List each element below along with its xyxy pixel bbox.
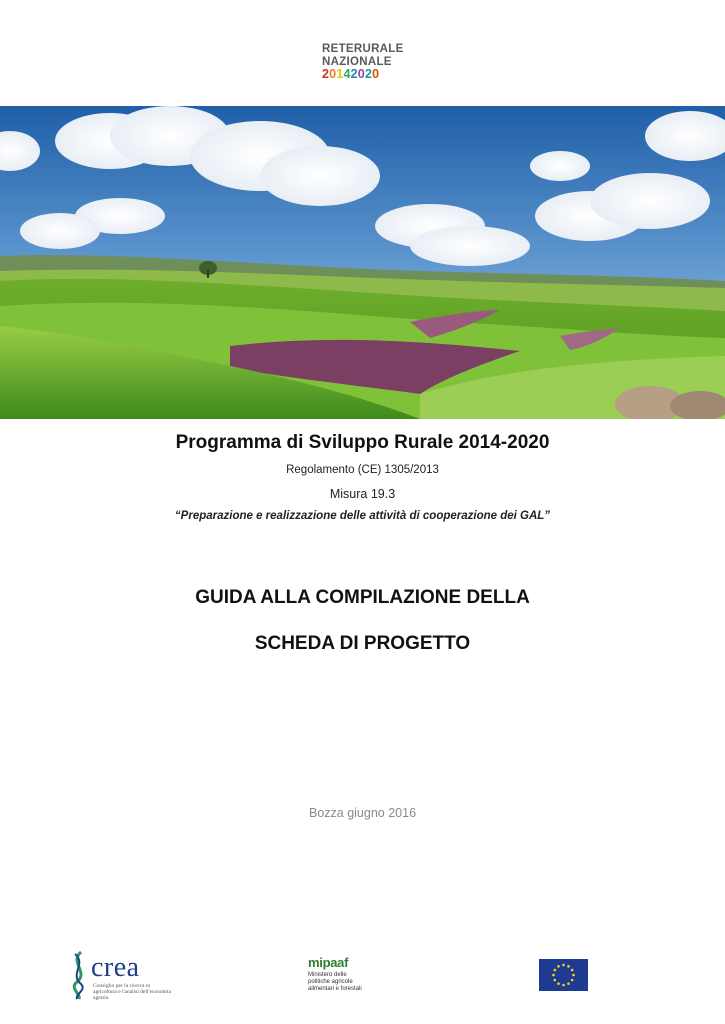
regulation-text: Regolamento (CE) 1305/2013 — [286, 464, 439, 476]
crea-subtitle: Consiglio per la ricerca in agricoltura e l'analisi dell'economia agraria — [93, 983, 171, 1001]
eu-star — [557, 982, 560, 985]
logo-line-rete-rurale: RETERURALE — [322, 43, 404, 55]
eu-star — [552, 974, 555, 977]
rete-rurale-logo — [322, 43, 412, 87]
eu-flag-svg — [539, 959, 588, 991]
crea-logo — [67, 950, 171, 1001]
crea-name: crea — [91, 952, 140, 983]
eu-star — [567, 982, 570, 985]
eu-flag-icon — [539, 959, 588, 991]
eu-star — [567, 965, 570, 968]
eu-star — [562, 964, 565, 967]
landscape-photo — [0, 106, 725, 419]
measure-quote: “Preparazione e realizzazione delle attività di cooperazione dei GAL” — [174, 510, 551, 522]
draft-date: Bozza giugno 2016 — [308, 806, 417, 820]
eu-star — [571, 979, 574, 982]
eu-star — [571, 969, 574, 972]
program-title: Programma di Sviluppo Rurale 2014-2020 — [175, 432, 550, 453]
guide-title-line1: GUIDA ALLA COMPILAZIONE DELLA — [195, 587, 530, 608]
logo-line-years: 20142020 — [322, 67, 380, 81]
eu-star — [557, 965, 560, 968]
eu-star — [554, 979, 557, 982]
eu-star — [562, 984, 565, 987]
eu-star — [554, 969, 557, 972]
eu-star — [572, 974, 575, 977]
mipaaf-logo — [308, 955, 378, 1005]
mipaaf-name: mipaaf — [308, 955, 349, 970]
logo-line-nazionale: NAZIONALE — [322, 55, 392, 68]
measure-text: Misura 19.3 — [329, 487, 396, 501]
mipaaf-subtitle: Ministero delle politiche agricole alimentari e forestali — [308, 972, 362, 992]
guide-title-line2: SCHEDA DI PROGETTO — [254, 633, 471, 654]
hero-landscape-image — [0, 106, 725, 419]
crea-dna-icon — [67, 950, 91, 1000]
